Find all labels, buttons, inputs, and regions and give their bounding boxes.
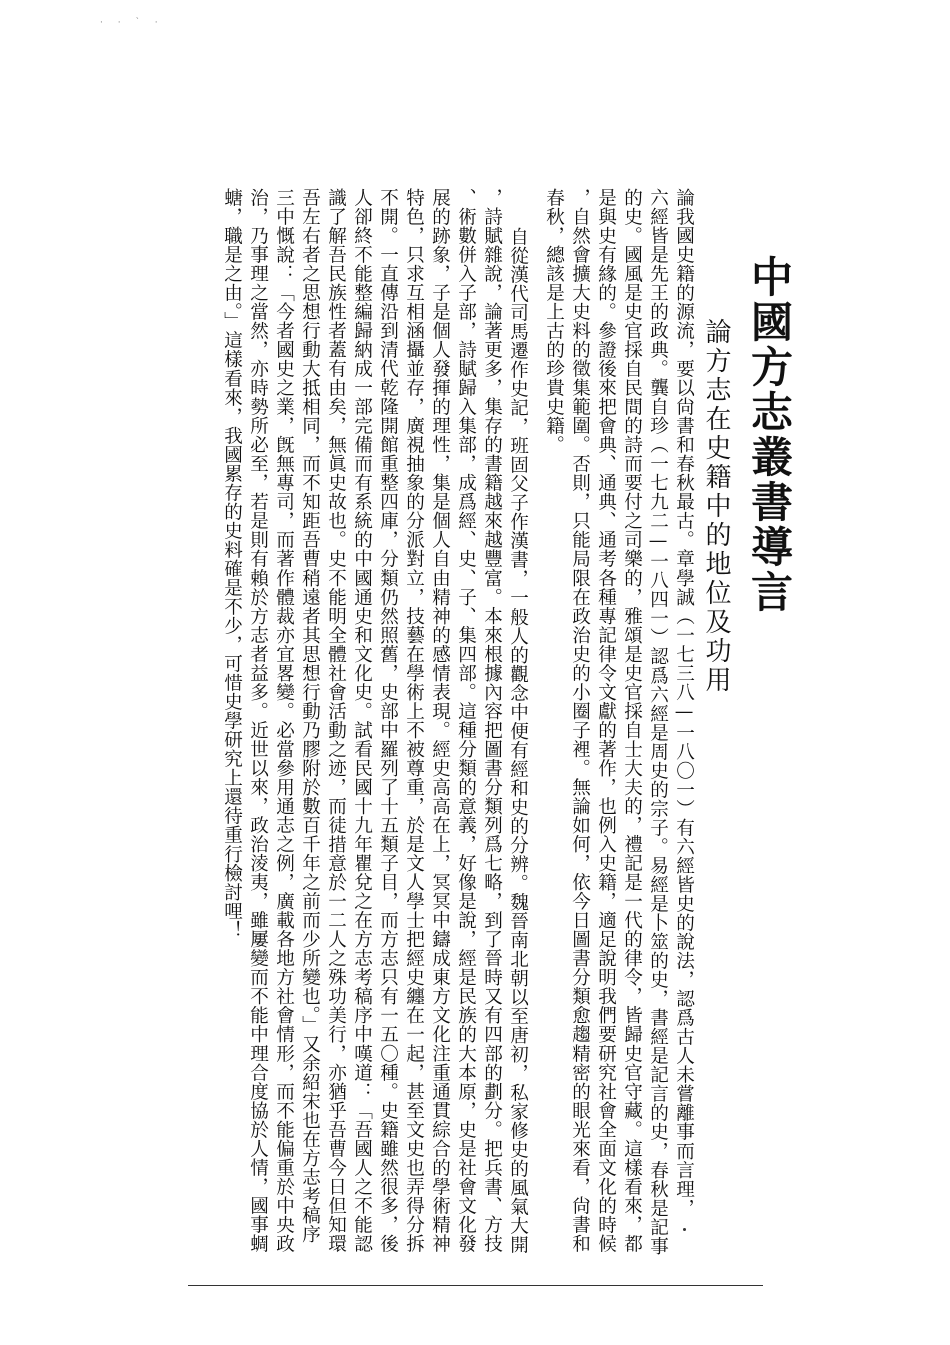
text-column: 六經皆是先王的政典。龔自珍（一七九二—一八四一）認爲六經是周史的宗子。易經是卜筮的史，書經是記言的史，春秋是記事 — [647, 188, 669, 1256]
text-column: 治，乃事理之當然，亦時勢所必至，若是則有賴於方志者益多。近世以來，政治淩夷，雖屢變而不能中理合度協於人情，國事蜩 — [247, 188, 269, 1254]
text-column: 特色，只求互相涵攝並存，廣視抽象的分派對立，技藝在學術上不被尊重，於是文人學士把經史纏在一起，甚至文史也弄得分拆 — [403, 188, 425, 1254]
text-column: 自從漢代司馬遷作史記，班固父子作漢書，一般人的觀念中便有經和史的分辨。魏晉南北朝以至唐初，私家修史的風氣大開 — [507, 227, 529, 1255]
page-title: 中國方志叢書導言 — [745, 255, 794, 615]
scan-speck-marks: · · ` · — [100, 18, 164, 28]
text-column: 螗，職是之由。」這樣看來，我國累存的史料確是不少，可惜史學研究上還待重行檢討哩！ — [221, 188, 243, 940]
footer-rule — [188, 1285, 763, 1286]
text-column: 、術數併入子部，詩賦歸入集部，成爲經、史、子、集四部。這種分類的意義，好像是說，經是民族的大本原，史是社會文化發 — [455, 188, 477, 1254]
text-column: 三中慨說：「今者國史之業，旣無專司，而著作體裁亦宜畧變。必當參用通志之例，廣載各地方社會情形，而不能偏重於中央政 — [273, 188, 295, 1254]
ink-speck — [683, 1228, 686, 1231]
text-column: 春秋，總該是上古的珍貴史籍。 — [543, 188, 565, 455]
text-column: 的史。國風是史官採自民間的詩而要付之司樂的，雅頌是史官採自士大夫的，禮記是一代的律令，皆歸史官守藏。這樣看來，都 — [621, 188, 643, 1254]
text-column: ，自然會擴大史料的徵集範圍。否則，只能局限在政治史的小圈子裡。無論如何，依今日圖書分類愈趨精密的眼光來看，尙書和 — [569, 188, 591, 1254]
text-column: 吾左右者之思想行動大抵相同，而不知距吾曹稍遠者其思想行動乃膠附於數百千年之前而少所變也。」又余紹宋也在方志考稿序 — [299, 188, 321, 1244]
text-column: 不開。一直傳沿到清代乾隆開館重整四庫，分類仍然照舊，史部中羅列了十五類子目，而方志只有一五〇種。史籍雖然很多，後 — [377, 188, 399, 1254]
text-column: 展的跡象，子是個人發揮的理性，集是個人自由精神的感情表現。經史高高在上，冥冥中鑄成東方文化注重通貫綜合的學術精神 — [429, 188, 451, 1254]
section-subtitle: 論方志在史籍中的地位及功用 — [701, 318, 731, 695]
text-column: 識了解吾民族性者蓋有由矣，無眞史故也。史不能明全體社會活動之迹，而徒措意於一二人之殊功美行，亦猶乎吾曹今日但知環 — [325, 188, 347, 1254]
text-column: 論我國史籍的源流，要以尙書和春秋最古。章學誠（一七三八—一八〇一）有六經皆史的說法，認爲古人未嘗離事而言理， — [673, 188, 695, 1218]
text-column: ，詩賦雜說，論著更多，集存的書籍越來越豐富。本來根據內容把圖書分類列爲七略，到了晉時又有四部的劃分。把兵書、方技 — [481, 188, 503, 1254]
text-column: 人卻終不能整編歸納成一部完備而有系統的中國通史和文化史。試看民國十九年瞿兌之在方志考稿序中嘆道：「吾國人之不能認 — [351, 188, 373, 1254]
text-column: 是與史有緣的。參證後來把會典、通典、通考各種專記律令文獻的著作，也例入史籍，適足說明我們要研究社會全面文化的時候 — [595, 188, 617, 1254]
